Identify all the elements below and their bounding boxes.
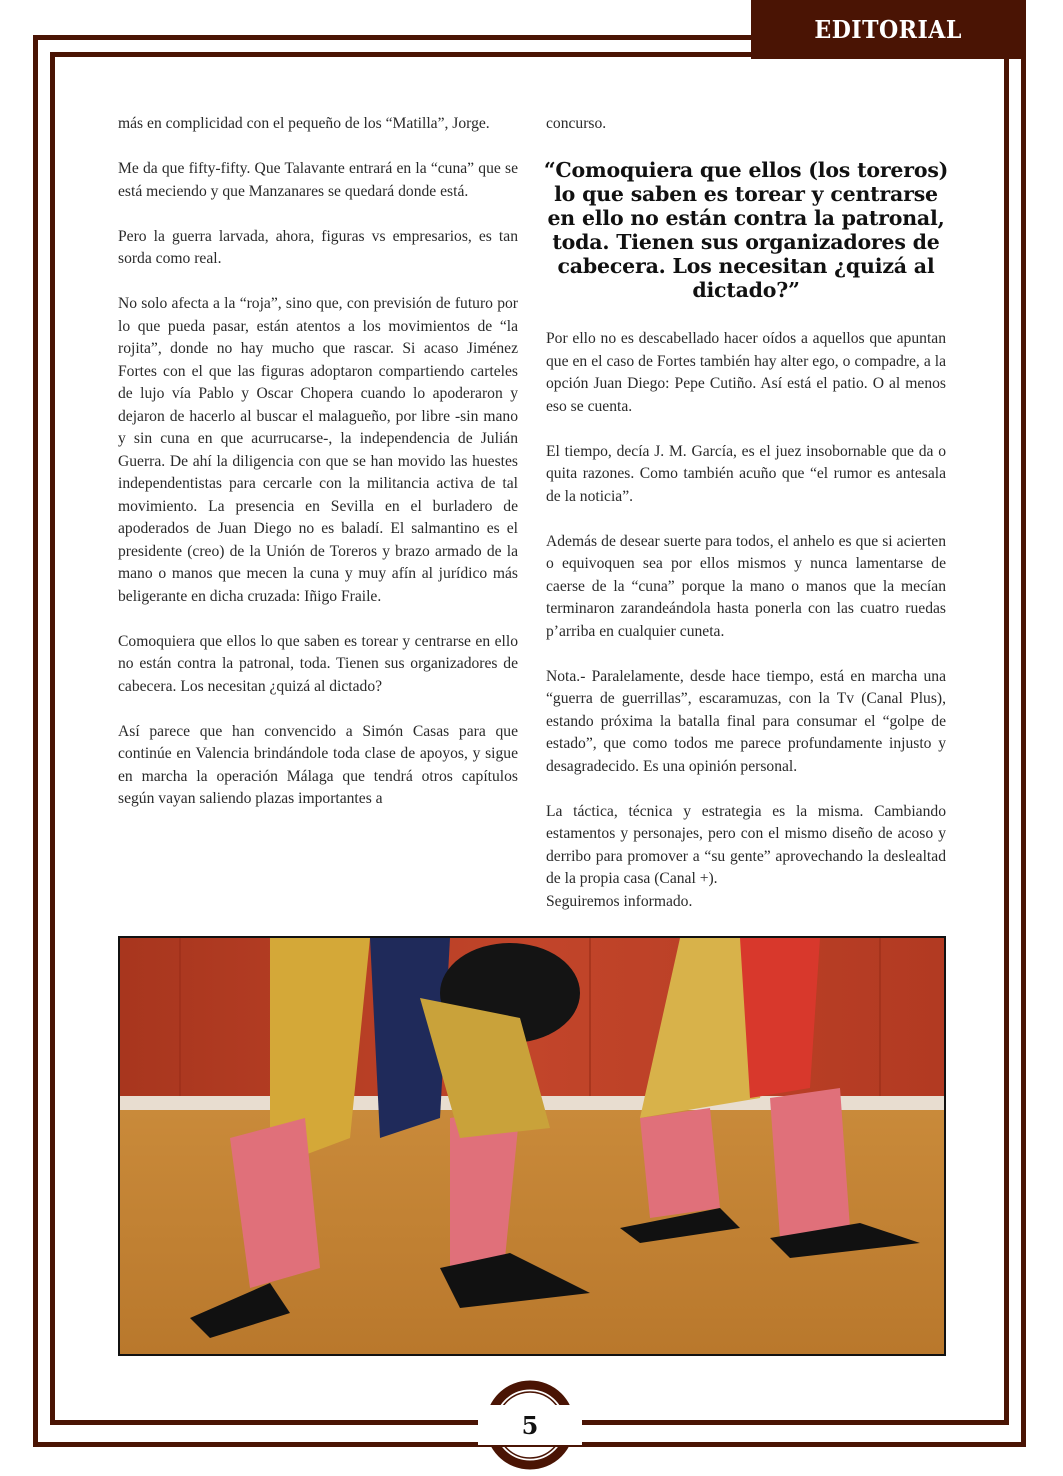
sign-off: Seguiremos informado. xyxy=(546,892,693,910)
article-photo-toreros-legs xyxy=(118,936,946,1356)
article-column-left xyxy=(118,113,518,833)
paragraph: más en complicidad con el pequeño de los “Matilla”, Jorge. xyxy=(118,115,490,132)
article-column-right xyxy=(543,113,949,936)
paragraph: La táctica, técnica y estrategia es la misma. Cambiando estamentos y personajes, pero con el mismo diseño de acoso y derribo para promover a “su gente” aprovechando la deslealtad de la propia casa (Canal +). xyxy=(546,802,946,887)
paragraph: No solo afecta a la “roja”, sino que, con previsión de futuro por lo que pueda pasar, están atentos a los movimientos de “la rojita”, donde no hay mucho que rascar. Si acaso Jiménez Fortes con el que las figuras adoptaron compartiendo carteles de lujo vía Pablo y Oscar Chopera cuando lo apoderaron y dejaron de hacerlo al buscar el malagueño, por libre -sin mano y sin cuna en que acurrucarse-, la independencia de Julián Guerra. De ahí la diligencia con que se han movido las huestes independentistas para cercarle con la militancia activa de tal movimiento. La presencia en Sevilla en el burladero de apoderados de Juan Diego no es baladí. El salmantino es el presidente (creo) de la Unión de Toreros y brazo armado de la mano o manos que mecen la cuna y muy afín al jurídico más beligerante en dicha cruzada: Iñigo Fraile. xyxy=(118,295,518,605)
section-header-tab xyxy=(751,0,1026,59)
section-label: EDITORIAL xyxy=(814,15,963,44)
pull-quote: “Comoquiera que ellos (los toreros) lo que saben es torear y centrarse en ello no están contra la patronal, toda. Tienen sus organizadores de cabecera. Los necesitan ¿quizá al dictado?” xyxy=(543,158,949,302)
page-number-badge xyxy=(478,1380,582,1470)
paragraph-continuation: concurso. xyxy=(546,115,607,132)
paragraph: Comoquiera que ellos lo que saben es torear y centrarse en ello no están contra la patronal, toda. Tienen sus organizadores de cabecera. Los necesitan ¿quizá al dictado? xyxy=(118,632,518,695)
paragraph: Me da que fifty-fifty. Que Talavante entrará en la “cuna” que se está meciendo y que Manzanares se quedará donde está. xyxy=(118,160,518,200)
paragraph: Pero la guerra larvada, ahora, figuras vs empresarios, es tan sorda como real. xyxy=(118,227,518,267)
paragraph: Además de desear suerte para todos, el anhelo es que si acierten o equivoquen sea por ellos mismos y nunca lamentarse de caerse de la “cuna” porque la mano o manos que la mecían terminaron zarandeándola hasta ponerla con las cuatro ruedas p’arriba en cualquier cuneta. xyxy=(546,532,946,640)
red-breeches xyxy=(740,938,820,1098)
page-number: 5 xyxy=(521,1410,539,1440)
paragraph: Por ello no es descabellado hacer oídos a aquellos que apuntan que en el caso de Fortes también hay alter ego, o compadre, a la opción Juan Diego: Pepe Cutiño. Así está el patio. O al menos eso se cuenta. xyxy=(546,330,946,415)
paragraph: El tiempo, decía J. M. García, es el juez insobornable que da o quita razones. Como también acuño que “el rumor es antesala de la noticia”. xyxy=(546,442,946,505)
paragraph: Nota.- Paralelamente, desde hace tiempo, está en marcha una “guerra de guerrillas”, escaramuzas, con la Tv (Canal Plus), estando próxima la batalla final para consumar el “golpe de estado”, que como todos me parece profundamente injusto y desagradecido. Es una opinión personal. xyxy=(546,667,946,775)
paragraph: Así parece que han convencido a Simón Casas para que continúe en Valencia brindándole toda clase de apoyos, y sigue en marcha la operación Málaga que tendrá otros capítulos según vayan saliendo plazas importantes a xyxy=(118,722,518,807)
photo-illustration xyxy=(120,938,944,1354)
